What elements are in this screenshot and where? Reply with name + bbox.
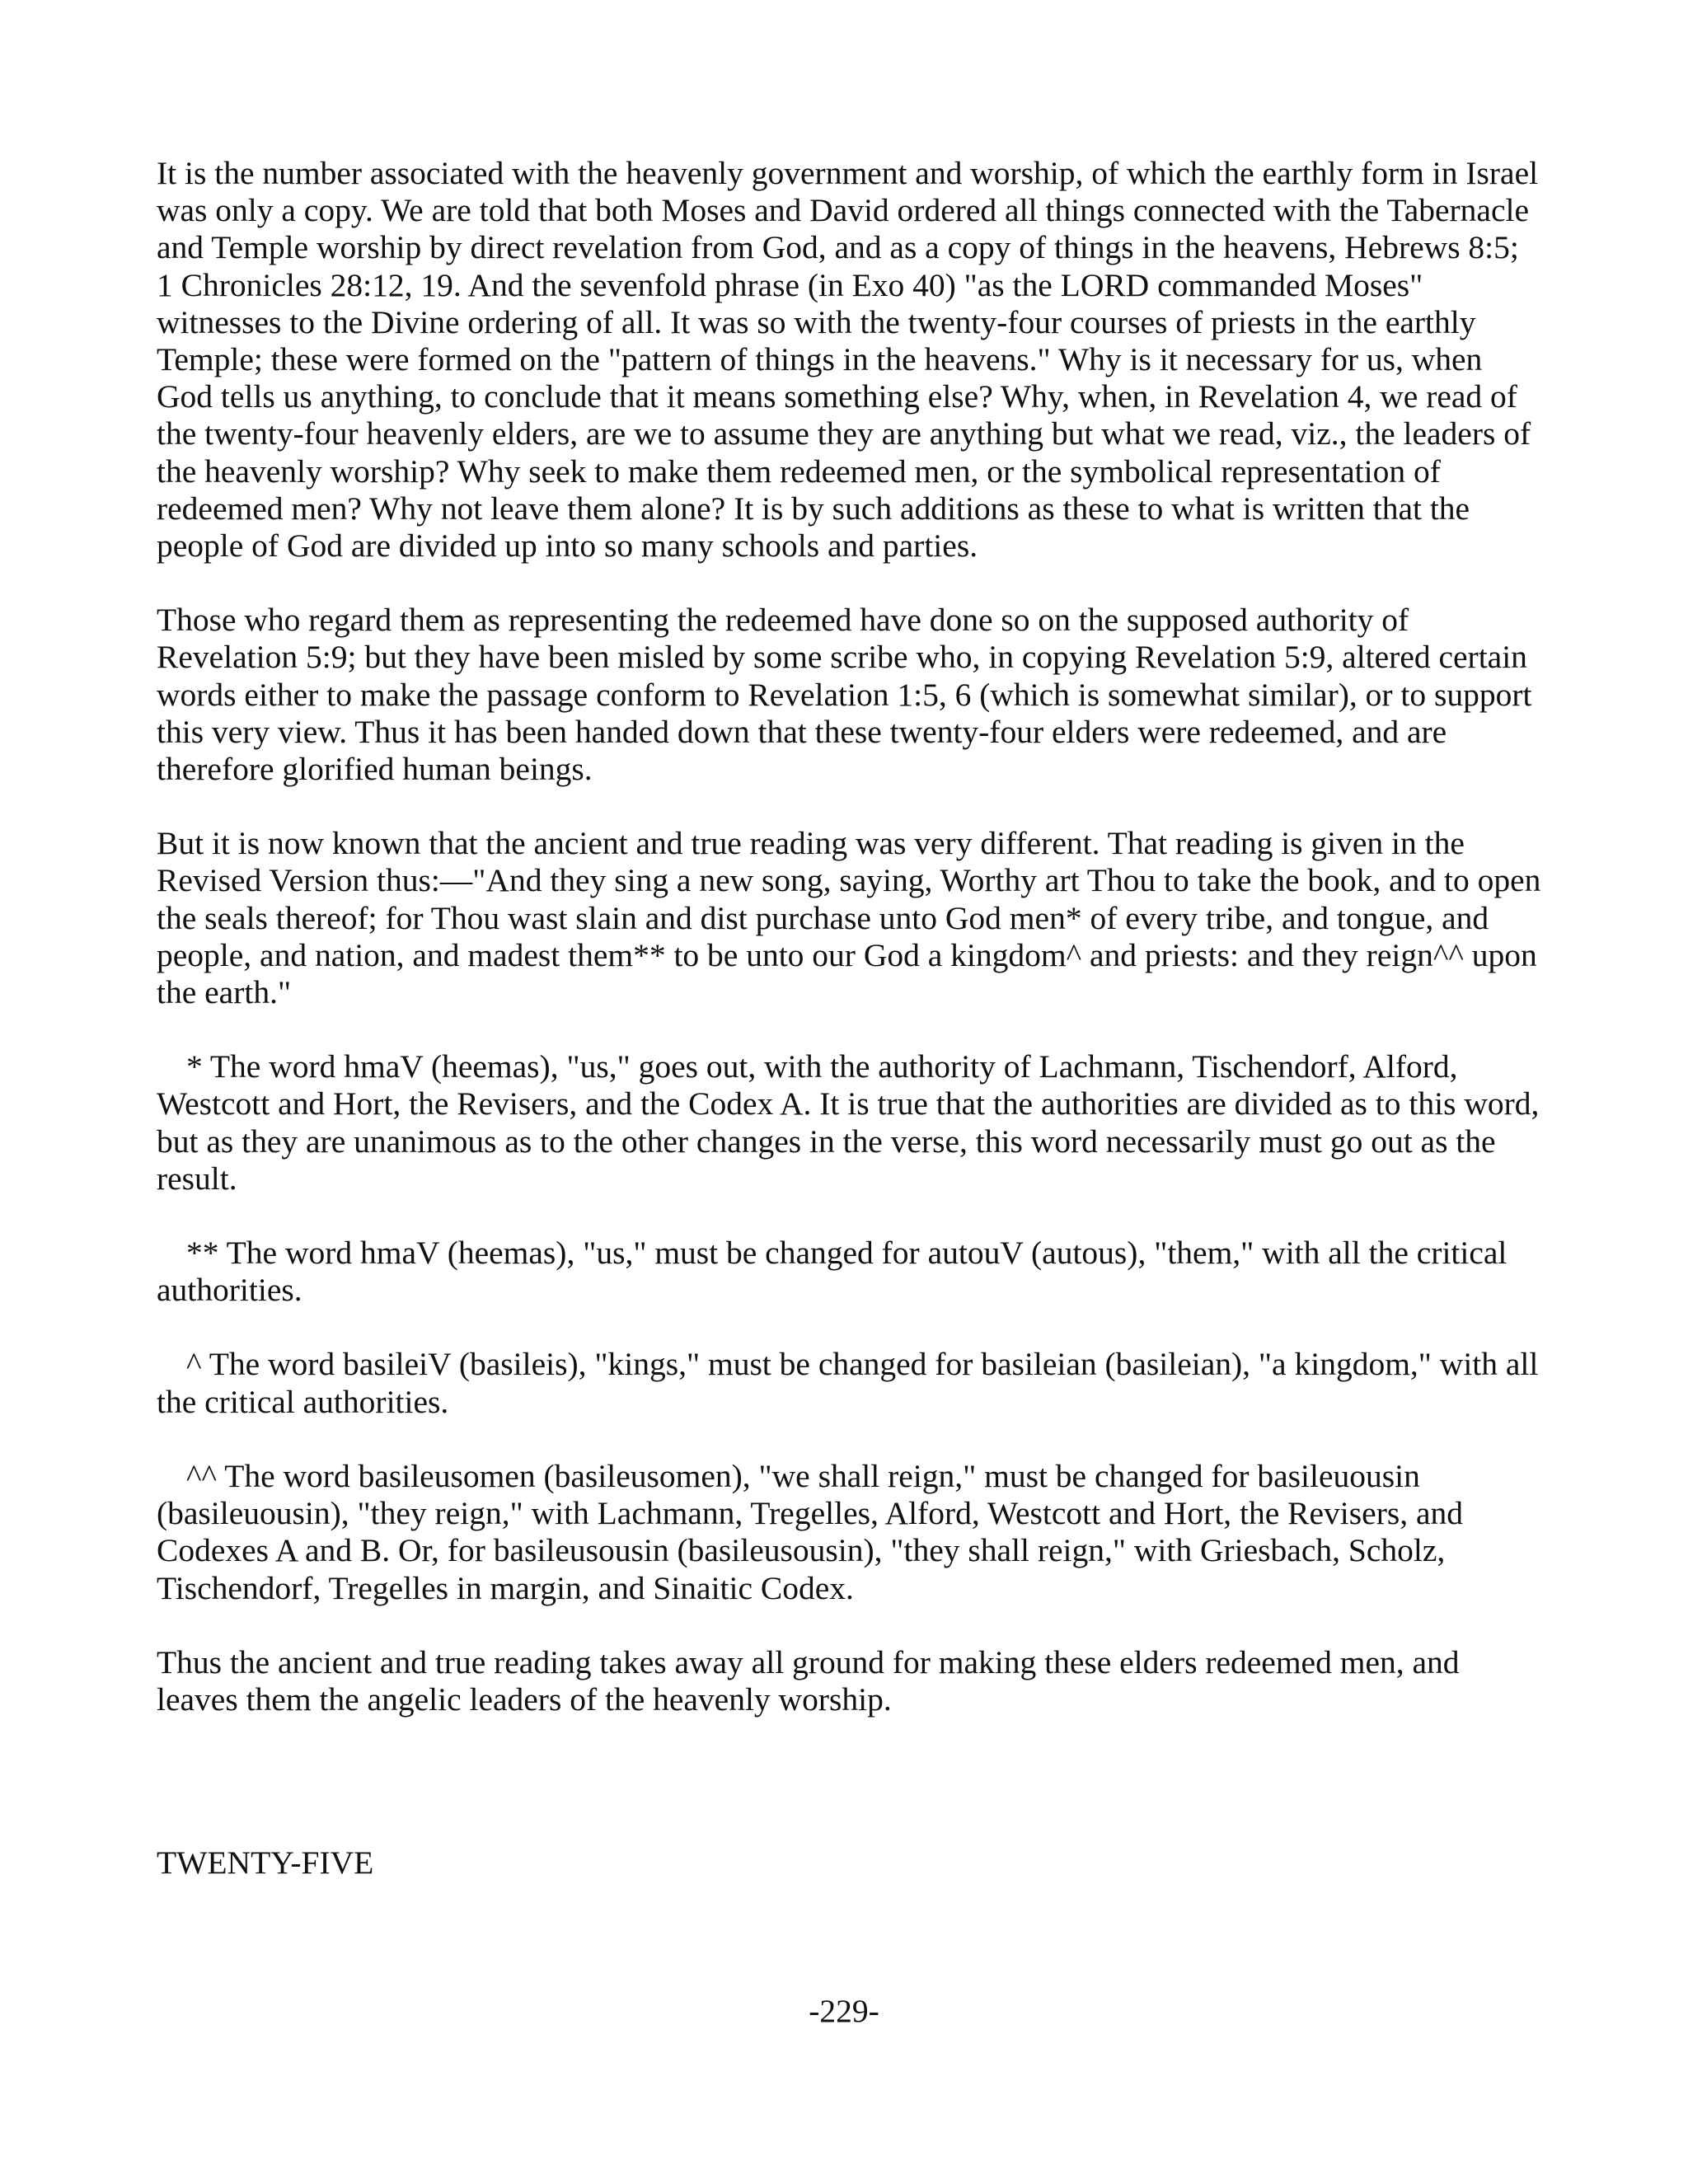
chapter-heading: TWENTY-FIVE (157, 1844, 374, 1881)
footnote-reign: ^^ The word basileusomen (basileusomen), "we shall reign," must be changed for basileuousin (basileuousin), "they reign," with Lachmann, Tregelles, Alford, Westcott and Hort, the Revisers, and Codexes A and B. Or, for basileusousin (basileusousin), "they shall reign," with Griesbach, Scholz, Tischendorf, Tregelles in margin, and Sinaitic Codex. (157, 1457, 1463, 1606)
paragraph-heavenly-government: It is the number associated with the heavenly government and worship, of which the earthly form in Israel was only a copy. We are told that both Moses and David ordered all things connected with the Tabernacle and Temple worship by direct revelation from God, and as a copy of things in the heavens, Hebrews 8:5; 1 Chronicles 28:12, 19. And the sevenfold phrase (in Exo 40) "as the LORD commanded Moses" witnesses to the Divine ordering of all. It was so with the twenty-four courses of priests in the earthly Temple; these were formed on the "pattern of things in the heavens." Why is it necessary for us, when God tells us anything, to conclude that it means something else? Why, when, in Revelation 4, we read of the twenty-four heavenly elders, are we to assume they are anything but what we read, viz., the leaders of the heavenly worship? Why seek to make them redeemed men, or the symbolical representation of redeemed men? Why not leave them alone? It is by such additions as these to what is written that the people of God are divided up into so many schools and parties. (157, 155, 1539, 565)
paragraph-conclusion: Thus the ancient and true reading takes away all ground for making these elders redeemed men, and leaves them the angelic leaders of the heavenly worship. (157, 1643, 1460, 1718)
page-number: -229- (809, 1993, 879, 2029)
paragraph-revelation-authority: Those who regard them as representing the redeemed have done so on the supposed authority of Revelation 5:9; but they have been misled by some scribe who, in copying Revelation 5:9, altered certain words either to make the passage conform to Revelation 1:5, 6 (which is somewhat similar), or to support this very view. Thus it has been handed down that these twenty-four elders were redeemed, and are therefore glorified human beings. (157, 602, 1532, 788)
footnote-kingdom: ^ The word basileiV (basileis), "kings," must be changed for basileian (basileian), "a kingdom," with all the critical authorities. (157, 1346, 1539, 1420)
footnote-us-goes-out: * The word hmaV (heemas), "us," goes out, with the authority of Lachmann, Tischendorf, Alford, Westcott and Hort, the Revisers, and the Codex A. It is true that the authorities are divided as to this word, but as they are unanimous as to the other changes in the verse, this word necessarily must go out as the result. (157, 1048, 1540, 1197)
paragraph-revised-version-reading: But it is now known that the ancient and true reading was very different. That reading is given in the Revised Version thus:—"And they sing a new song, saying, Worthy art Thou to take the book, and to open the seals thereof; for Thou wast slain and dist purchase unto God men* of every tribe, and tongue, and people, and nation, and madest them** to be unto our God a kingdom^ and priests: and they reign^^ upon the earth." (157, 825, 1541, 1011)
body-text (157, 155, 1541, 1755)
footnote-them: ** The word hmaV (heemas), "us," must be changed for autouV (autous), "them," with all the critical authorities. (157, 1235, 1507, 1309)
